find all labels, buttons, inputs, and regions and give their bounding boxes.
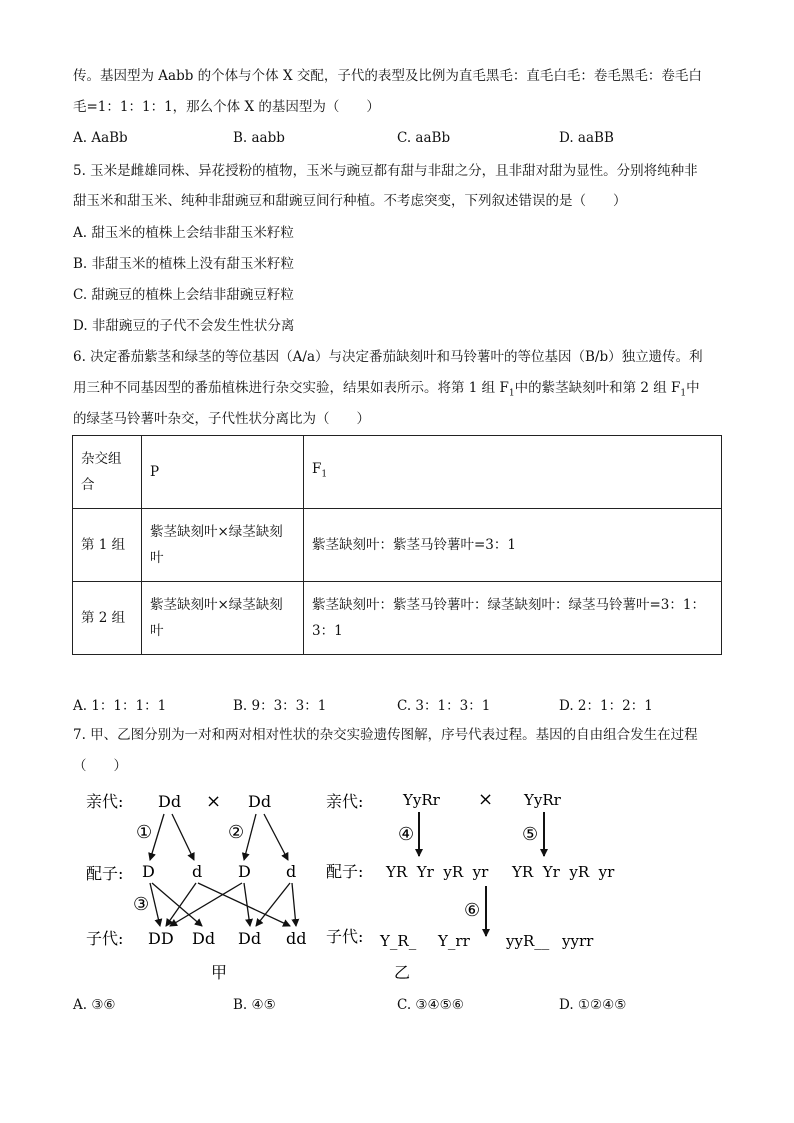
yi-gametes-2: YR Yr yR yr xyxy=(512,863,615,881)
table-cell-group: 第 1 组 xyxy=(73,509,142,582)
table-header-f1: $F_1$ xyxy=(304,436,722,509)
q6-text-line3: 的绿茎马铃薯叶杂交，子代性状分离比为（ ） xyxy=(73,411,370,427)
jia-gamete-3: D xyxy=(238,862,251,881)
q7-options xyxy=(73,997,723,1017)
yi-parent-label: 亲代: xyxy=(326,792,364,811)
jia-parent-1: Dd xyxy=(158,792,182,811)
arrow xyxy=(292,883,296,926)
yi-step-4: ④ xyxy=(398,824,415,845)
q6-option-c: C. 3：1：3：1 xyxy=(397,698,491,714)
q6-option-d: D. 2：1：2：1 xyxy=(559,698,653,714)
q7-option-c: C. ③④⑤⑥ xyxy=(397,997,464,1013)
table-cell-p: 紫茎缺刻叶×绿茎缺刻叶 xyxy=(142,582,304,655)
yi-step-6: ⑥ xyxy=(464,900,481,921)
jia-gamete-1: D xyxy=(142,862,155,881)
q4-options xyxy=(73,130,723,150)
q5-option-a: A. 甜玉米的植株上会结非甜玉米籽粒 xyxy=(73,225,294,241)
jia-parent-2: Dd xyxy=(248,792,272,811)
jia-cross-sign: × xyxy=(206,791,222,812)
q4-text-line2: 毛=1：1：1：1，那么个体 X 的基因型为（ ） xyxy=(73,99,380,115)
jia-gamete-2: d xyxy=(192,862,203,881)
q6-text-line1: 6. 决定番茄紫茎和绿茎的等位基因（A/a）与决定番茄缺刻叶和马铃薯叶的等位基因（B/b）独立遗传。利 xyxy=(73,349,703,365)
genetics-diagram xyxy=(0,780,794,990)
table-cell-f1: 紫茎缺刻叶：紫茎马铃薯叶：绿茎缺刻叶：绿茎马铃薯叶=3：1：3：1 xyxy=(304,582,722,655)
arrow xyxy=(150,883,160,926)
q7-option-d: D. ①②④⑤ xyxy=(559,997,627,1013)
q7-text-line2: （ ） xyxy=(73,758,127,774)
q4-option-a: A. AaBb xyxy=(73,130,128,146)
arrow xyxy=(264,814,288,860)
table-header-p: P xyxy=(142,436,304,509)
jia-step-3: ③ xyxy=(133,894,150,915)
table-row xyxy=(73,582,722,655)
q7-text-line1: 7. 甲、乙图分别为一对和两对相对性状的杂交实验遗传图解，序号代表过程。基因的自由组合发生在过程 xyxy=(73,727,698,743)
jia-offspring-3: Dd xyxy=(238,929,262,948)
q6-option-a: A. 1：1：1：1 xyxy=(73,698,167,714)
arrow xyxy=(198,883,290,926)
arrow xyxy=(172,814,194,860)
arrow xyxy=(244,814,256,860)
q6-option-b: B. 9：3：3：1 xyxy=(233,698,327,714)
yi-offspring-3: yyR__ xyxy=(506,932,550,950)
arrow xyxy=(152,883,202,926)
q5-option-d: D. 非甜豌豆的子代不会发生性状分离 xyxy=(73,318,295,334)
table-cell-p: 紫茎缺刻叶×绿茎缺刻叶 xyxy=(142,509,304,582)
q4-option-d: D. aaBB xyxy=(559,130,614,146)
yi-cross-sign: × xyxy=(478,789,494,810)
q5-text-line2: 甜玉米和甜玉米、纯种非甜豌豆和甜豌豆间行种植。不考虑突变，下列叙述错误的是（ ） xyxy=(73,193,627,209)
jia-caption: 甲 xyxy=(211,963,228,982)
yi-caption: 乙 xyxy=(394,963,411,982)
q6-text-line2: 用三种不同基因型的番茄植株进行杂交实验，结果如表所示。将第 1 组 $F_1$中的紫茎缺刻叶和第 2 组 $F_1$中 xyxy=(73,380,700,399)
q7-option-a: A. ③⑥ xyxy=(73,997,116,1013)
jia-gamete-4: d xyxy=(286,862,297,881)
yi-gamete-label: 配子: xyxy=(326,862,364,881)
jia-gamete-label: 配子: xyxy=(86,864,124,883)
table-header-cross: 杂交组合 xyxy=(73,436,142,509)
q4-text-line1: 传。基因型为 Aabb 的个体与个体 X 交配，子代的表型及比例为直毛黑毛：直毛白毛：卷毛黑毛：卷毛白 xyxy=(73,68,702,84)
yi-offspring-2: Y_rr xyxy=(438,932,470,950)
yi-offspring-label: 子代: xyxy=(326,927,364,946)
q7-option-b: B. ④⑤ xyxy=(233,997,276,1013)
q5-option-c: C. 甜豌豆的植株上会结非甜豌豆籽粒 xyxy=(73,287,294,303)
jia-step-1: ① xyxy=(136,822,153,843)
table-header-row xyxy=(73,436,722,509)
yi-offspring-4: yyrr xyxy=(562,932,594,950)
jia-offspring-2: Dd xyxy=(192,929,216,948)
jia-offspring-4: dd xyxy=(286,929,307,948)
q6-options xyxy=(73,694,723,714)
q5-text-line1: 5. 玉米是雌雄同株、异花授粉的植物，玉米与豌豆都有甜与非甜之分，且非甜对甜为显性。分别将纯种非 xyxy=(73,163,698,179)
yi-gametes-1: YR Yr yR yr xyxy=(386,863,489,881)
jia-step-2: ② xyxy=(228,822,245,843)
table-cell-f1: 紫茎缺刻叶：紫茎马铃薯叶=3：1 xyxy=(304,509,722,582)
q6-cross-table xyxy=(72,435,722,655)
jia-parent-label: 亲代: xyxy=(86,792,124,811)
q4-option-b: B. aabb xyxy=(233,130,285,146)
yi-step-5: ⑤ xyxy=(522,824,539,845)
table-cell-group: 第 2 组 xyxy=(73,582,142,655)
jia-offspring-1: DD xyxy=(148,929,174,948)
arrow xyxy=(256,883,290,926)
q4-option-c: C. aaBb xyxy=(397,130,451,146)
yi-offspring-1: Y_R_ xyxy=(380,932,417,950)
yi-parent-1: YyRr xyxy=(403,791,440,809)
q5-option-b: B. 非甜玉米的植株上没有甜玉米籽粒 xyxy=(73,256,295,272)
jia-offspring-label: 子代: xyxy=(86,929,124,948)
table-row xyxy=(73,509,722,582)
yi-parent-2: YyRr xyxy=(524,791,561,809)
